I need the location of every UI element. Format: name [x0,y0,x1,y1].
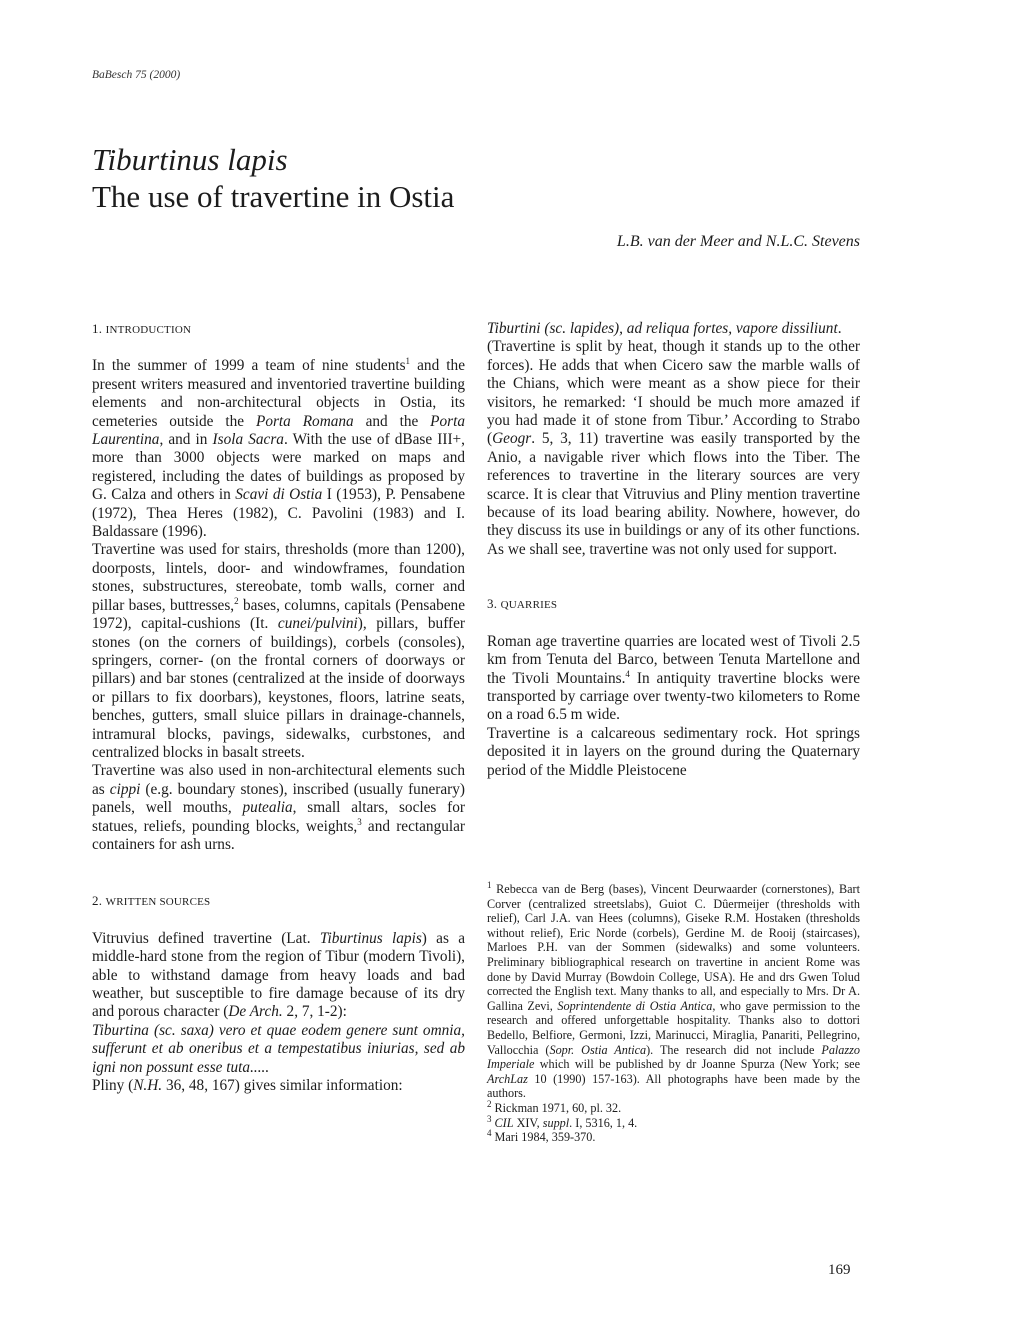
footnote-3: $^3$ CIL XIV, suppl. I, 5316, 1, 4. [487,1113,638,1130]
footnote-4: $^4$ Mari 1984, 359-370. [487,1128,596,1145]
footnote-ref: 1 [405,356,411,367]
footnote-1: $^1$ Rebecca van de Berg (bases), Vincent Deurwaarder (cornerstones), Bart Corver (centralized streetslabs), Guiot C. Dûermeijer (thresholds with relief), Carl J.A. van Hees (columns), Giseke R.M. Hostaken (thresholds without relief), Eric Norde (corbels), Gerdine M. de Rooij (staircases), Marloes P.H. van der Sommen (sidewalks) and some volunteers. Preliminary bibliographical research on travertine in ancient Rome was done by David Murray (Bowdoin College, USA). He and drs Gwen Tolud corrected the English text. Many thanks to all, and especially to Mrs. Dr A. Gallina Zevi, Soprintendente di Ostia Antica, who gave permission to the research and offered unforgettable hospitality. Thanks also to dottori Bedello, Belfiore, Germoni, Izzi, Marinucci, Miraglia, Panariti, Pellegrino, Vallocchia (Sopr. Ostia Antica). The research did not include Palazzo Imperiale which will be published by dr Joanne Spurza (New York; see ArchLaz 10 (1990) 157-163). All photographs have been made by the authors. [487,879,860,1101]
left-column [92,320,465,1095]
page-number: 169 [828,1262,851,1278]
paragraph-pliny: Pliny (N.H. 36, 48, 167) gives similar information: [92,1077,403,1095]
paragraph-non-architectural: Travertine was also used in non-architectural elements such as cippi (e.g. boundary stones), inscribed (usually funerary) panels, well mouths, putealia, small altars, socles for statues, reliefs, pounding blocks, weights,$^3$ and rectangular containers for ash urns. [92,762,465,853]
section-heading-introduction: 1. INTRODUCTION [92,321,192,336]
article-authors: L.B. van der Meer and N.L.C. Stevens [616,233,860,250]
footnotes [487,879,860,1145]
right-column [487,320,860,780]
quote-pliny: Tiburtini (sc. lapides), ad reliqua fortes, vapore dissiliunt. [487,320,842,337]
paragraph-quarries: Roman age travertine quarries are located west of Tivoli 2.5 km from Tenuta del Barco, between Tenuta Martellone and the Tivoli Mountains.$^4$ In antiquity travertine blocks were transported by carriage over twenty-two kilometers to Rome on a road 6.5 m wide. [487,632,860,724]
paragraph-vitruvius: Vitruvius defined travertine (Lat. Tiburtinus lapis) as a middle-hard stone from the region of Tibur (modern Tivoli), able to withstand damage from heavy loads and bad weather, but susceptible to fire damage because of its dry and porous character (De Arch. 2, 7, 1-2): [92,929,465,1021]
footnote-ref: 3 [357,816,362,827]
journal-header: BaBesch 75 (2000) [92,69,181,81]
article-title-italic: Tiburtinus lapis [92,142,288,177]
quote-vitruvius: Tiburtina (sc. saxa) vero et quae eodem genere sunt omnia, sufferunt et ab oneribus et a tempestatibus iniurias, sed ab igni non possunt esse tuta..... [92,1021,465,1076]
section-heading-quarries: 3. QUARRIES [487,596,558,612]
footnote-ref: 4 [625,668,630,679]
article-title: The use of travertine in Ostia [92,179,455,214]
footnote-ref: 2 [234,595,239,606]
paragraph-introduction: In the summer of 1999 a team of nine students$^1$ and the present writers measured and inventoried travertine building elements and non-architectural objects in Ostia, its cemeteries outside the Porta Romana and the Porta Laurentina, and in Isola Sacra. With the use of dBase III+, more than 3000 objects were marked on maps and registered, including the dates of buildings as proposed by G. Calza and others in Scavi di Ostia I (1953), P. Pensabene (1972), Thea Heres (1982), C. Pavolini (1983) and I. Baldassare (1996). [92,356,466,541]
footnote-2: $^2$ Rickman 1971, 60, pl. 32. [487,1098,622,1115]
paragraph-geology: Travertine is a calcareous sedimentary rock. Hot springs deposited it in layers on the ground during the Quaternary period of the Middle Pleistocene [487,724,860,779]
section-heading-written-sources: 2. WRITTEN SOURCES [92,893,211,909]
paragraph-cicero-strabo: (Travertine is split by heat, though it stands up to the other forces). He adds that when Cicero saw the marble walls of the Chians, which were meant as a show piece for their visitors, he remarked: ‘I should be much more amazed if you had made it of stone from Tibur.’ According to Strabo (Geogr. 5, 3, 11) travertine was easily transported by the Anio, a navigable river which flows into the Tiber. The references to travertine in the literary sources are very scarce. It is clear that Vitruvius and Pliny mention travertine because of its load bearing ability. Nowhere, however, do they discuss its use in buildings or any of its other functions. As we shall see, travertine was not only used for support. [487,338,860,558]
paragraph-uses: Travertine was used for stairs, thresholds (more than 1200), doorposts, lintels, door- and windowframes, foundation stones, substructures, stereobate, tomb walls, corner and pillar bases, buttresses,$^2$ bases, columns, capitals (Pensabene 1972), capital-cushions (It. cunei/pulvini), pillars, buffer stones (on the corners of buildings), corbels (consoles), springers, corner- (on the frontal corners of doorways or pillars) and bar stones (centralized at the inside of doorways or pillars to fix doorbars), keystones, floors, latrine seats, benches, gutters, small sluice pillars in drainage-channels, intramural blocks, pavings, sidewalks, curbstones, and centralized blocks in basalt streets. [92,541,465,761]
